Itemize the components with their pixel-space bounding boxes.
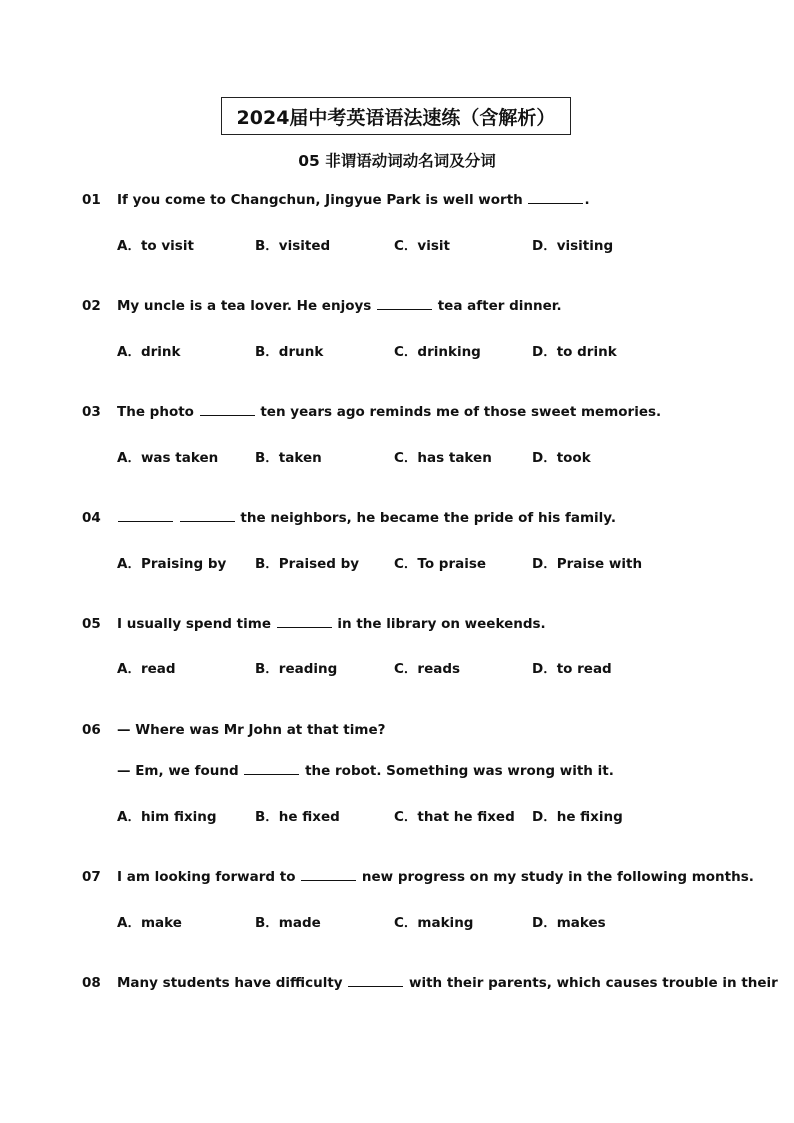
- option-c: C．reads: [394, 661, 461, 677]
- option-d: D．took: [532, 450, 591, 466]
- options-row: [117, 657, 677, 675]
- stem-text: in the library on weekends.: [332, 616, 546, 632]
- question-number: 02: [82, 298, 101, 314]
- stem-text: the neighbors, he became the pride of his family.: [235, 510, 616, 526]
- option-d: D．Praise with: [532, 556, 643, 572]
- question-stem: [117, 192, 590, 208]
- answer-blank: [528, 193, 583, 204]
- answer-blank: [244, 764, 299, 775]
- question-number: 05: [82, 616, 101, 632]
- stem-text: I am looking forward to: [117, 869, 301, 885]
- stem-text: If you come to Changchun, Jingyue Park is well worth: [117, 192, 528, 208]
- answer-blank: [277, 617, 332, 628]
- answer-blank: [348, 976, 403, 987]
- option-a: A．make: [117, 915, 182, 931]
- stem-text: Many students have difficulty: [117, 975, 348, 991]
- option-a: A．was taken: [117, 450, 219, 466]
- option-c: C．To praise: [394, 556, 487, 572]
- option-d: D．visiting: [532, 238, 614, 254]
- options-row: [117, 805, 677, 823]
- question-stem: [117, 404, 661, 420]
- option-a: A．to visit: [117, 238, 194, 254]
- question-number: 01: [82, 192, 101, 208]
- stem-text: tea after dinner.: [433, 298, 562, 314]
- stem-text: My uncle is a tea lover. He enjoys: [117, 298, 377, 314]
- option-c: C．making: [394, 915, 474, 931]
- option-c: C．drinking: [394, 344, 481, 360]
- question-number: 07: [82, 869, 101, 885]
- document-title: 2024届中考英语语法速练（含解析）: [221, 97, 571, 135]
- options-row: [117, 911, 677, 929]
- answer-blank: [377, 299, 432, 310]
- option-a: A．Praising by: [117, 556, 227, 572]
- option-b: B．he fixed: [255, 809, 340, 825]
- stem-text: new progress on my study in the following months.: [357, 869, 754, 885]
- question-number: 04: [82, 510, 101, 526]
- options-row: [117, 340, 677, 358]
- stem-text: .: [584, 192, 590, 208]
- question-stem: [117, 869, 754, 885]
- stem-text: — Em, we found: [117, 763, 244, 779]
- option-b: B．made: [255, 915, 321, 931]
- option-a: A．drink: [117, 344, 181, 360]
- section-subtitle: 05 非谓语动词动名词及分词: [298, 152, 496, 170]
- option-d: D．to read: [532, 661, 612, 677]
- options-row: [117, 552, 677, 570]
- stem-text: with their parents, which causes trouble in their: [404, 975, 778, 991]
- answer-blank: [180, 511, 235, 522]
- option-b: B．visited: [255, 238, 331, 254]
- stem-text: the robot. Something was wrong with it.: [300, 763, 614, 779]
- option-b: B．drunk: [255, 344, 324, 360]
- option-d: D．he fixing: [532, 809, 623, 825]
- option-a: A．read: [117, 661, 176, 677]
- option-b: B．Praised by: [255, 556, 360, 572]
- question-stem: [117, 975, 778, 991]
- question-stem: [117, 298, 562, 314]
- answer-blank: [200, 405, 255, 416]
- question-stem: [117, 510, 616, 526]
- option-c: C．visit: [394, 238, 450, 254]
- option-b: B．reading: [255, 661, 338, 677]
- option-d: D．to drink: [532, 344, 617, 360]
- dialogue-line: — Where was Mr John at that time?: [117, 722, 386, 738]
- stem-text: ten years ago reminds me of those sweet memories.: [255, 404, 662, 420]
- options-row: [117, 446, 677, 464]
- question-number: 08: [82, 975, 101, 991]
- question-number: 06: [82, 722, 101, 738]
- question-stem: [117, 616, 546, 632]
- option-c: C．that he fixed: [394, 809, 515, 825]
- option-a: A．him fixing: [117, 809, 217, 825]
- question-number: 03: [82, 404, 101, 420]
- option-c: C．has taken: [394, 450, 492, 466]
- options-row: [117, 234, 677, 252]
- option-d: D．makes: [532, 915, 606, 931]
- option-b: B．taken: [255, 450, 322, 466]
- answer-blank: [301, 870, 356, 881]
- question-stem: [117, 763, 614, 779]
- answer-blank: [118, 511, 173, 522]
- stem-text: The photo: [117, 404, 199, 420]
- stem-text: I usually spend time: [117, 616, 276, 632]
